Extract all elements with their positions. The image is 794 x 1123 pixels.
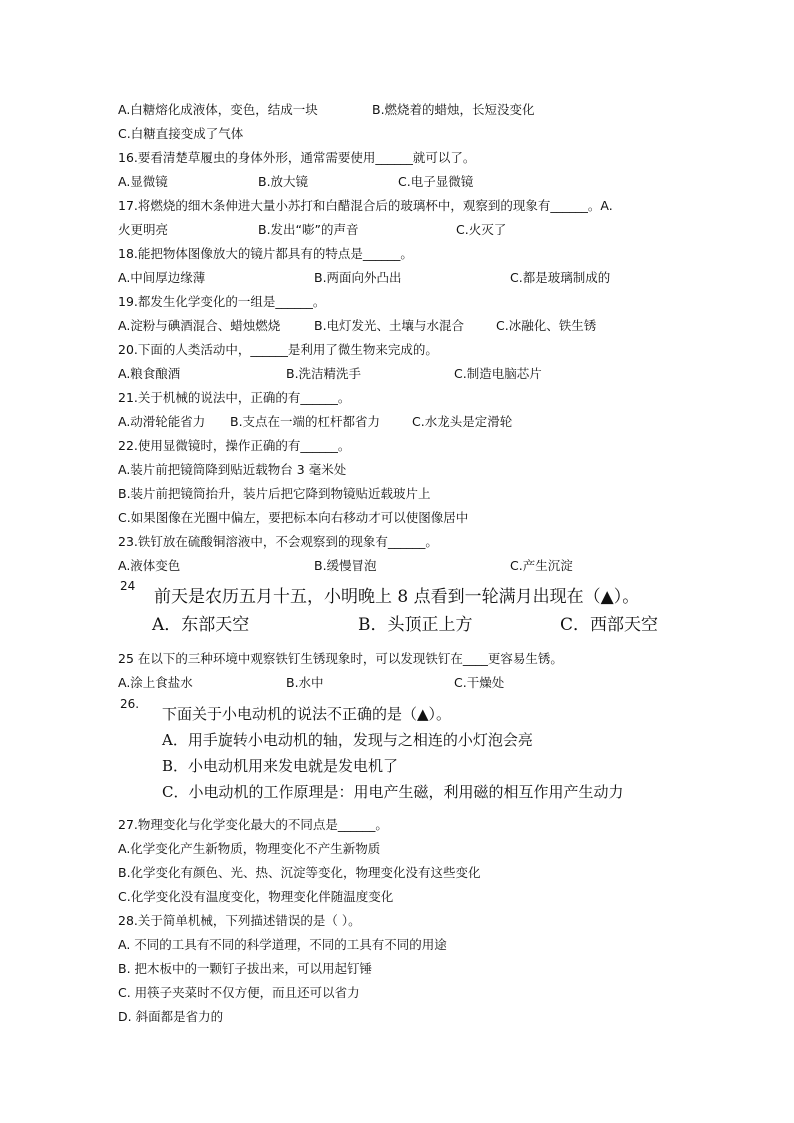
q23-option-c: C.产生沉淀 (510, 558, 573, 573)
q24-option-b: B．头顶正上方 (358, 615, 473, 635)
q24-stem: 前天是农历五月十五，小明晚上 8 点看到一轮满月出现在（▲）。 (154, 587, 640, 607)
q22-option-c: C.如果图像在光圈中偏左，要把标本向右移动才可以使图像居中 (118, 510, 469, 525)
q17-stem: 17.将燃烧的细木条伸进大量小苏打和白醋混合后的玻璃杯中，观察到的现象有______。A. (118, 198, 613, 213)
q23-stem: 23.铁钉放在硫酸铜溶液中，不会观察到的现象有______。 (118, 534, 438, 549)
q15-options-row-1 (118, 102, 535, 118)
q16-option-c: C.电子显微镜 (398, 174, 474, 189)
q28-option-d: D. 斜面都是省力的 (118, 1009, 224, 1024)
q19-option-b: B.电灯发光、土壤与水混合 (314, 318, 465, 333)
q25-option-c: C.干燥处 (454, 675, 505, 690)
q16-option-b: B.放大镜 (258, 174, 309, 189)
q20-option-a: A.粮食酿酒 (118, 366, 181, 381)
q16-options (118, 174, 474, 190)
q22-option-a: A.装片前把镜筒降到贴近载物台 3 毫米处 (118, 462, 347, 477)
q26-option-b: B．小电动机用来发电就是发电机了 (162, 757, 399, 775)
q26-option-c: C．小电动机的工作原理是：用电产生磁，利用磁的相互作用产生动力 (162, 783, 624, 801)
q21-stem: 21.关于机械的说法中，正确的有______。 (118, 390, 351, 405)
q25-option-b: B.水中 (286, 675, 324, 690)
q15-option-b: B.燃烧着的蜡烛，长短没变化 (372, 102, 535, 117)
q27-option-a: A.化学变化产生新物质，物理变化不产生新物质 (118, 841, 381, 856)
q20-stem: 20.下面的人类活动中，______是利用了微生物来完成的。 (118, 342, 438, 357)
q22-stem: 22.使用显微镜时，操作正确的有______。 (118, 438, 351, 453)
q27-option-c: C.化学变化没有温度变化，物理变化伴随温度变化 (118, 889, 394, 904)
q18-options (118, 270, 611, 286)
q23-options (118, 558, 573, 574)
q25-stem: 25 在以下的三种环境中观察铁钉生锈现象时，可以发现铁钉在____更容易生锈。 (118, 651, 563, 666)
q20-option-b: B.洗洁精洗手 (286, 366, 362, 381)
q15-option-c: C.白糖直接变成了气体 (118, 126, 244, 141)
q17-option-a: 火更明亮 (118, 222, 169, 237)
q24-option-c: C．西部天空 (560, 615, 659, 635)
q21-options (118, 414, 513, 430)
q19-option-c: C.冰融化、铁生锈 (496, 318, 597, 333)
q27-stem: 27.物理变化与化学变化最大的不同点是______。 (118, 817, 388, 832)
q28-option-a: A. 不同的工具有不同的科学道理，不同的工具有不同的用途 (118, 937, 447, 952)
q17-option-c: C.火灭了 (456, 222, 507, 237)
q24-options (152, 614, 659, 636)
q17-option-b: B.发出“嘭”的声音 (258, 222, 359, 237)
q16-option-a: A.显微镜 (118, 174, 168, 189)
q18-option-c: C.都是玻璃制成的 (510, 270, 611, 285)
q26-option-a: A．用手旋转小电动机的轴，发现与之相连的小灯泡会亮 (162, 731, 533, 749)
q26-stem: 下面关于小电动机的说法不正确的是（▲）。 (162, 705, 452, 723)
q21-option-b: B.支点在一端的杠杆都省力 (230, 414, 381, 429)
q18-option-a: A.中间厚边缘薄 (118, 270, 206, 285)
q18-stem: 18.能把物体图像放大的镜片都具有的特点是______。 (118, 246, 413, 261)
q17-options (118, 222, 507, 238)
q18-option-b: B.两面向外凸出 (314, 270, 402, 285)
q21-option-a: A.动滑轮能省力 (118, 414, 206, 429)
q26-number: 26. (120, 697, 140, 711)
q22-option-b: B.装片前把镜筒抬升，装片后把它降到物镜贴近载玻片上 (118, 486, 431, 501)
q24-option-a: A．东部天空 (152, 615, 250, 635)
q27-option-b: B.化学变化有颜色、光、热、沉淀等变化，物理变化没有这些变化 (118, 865, 481, 880)
q21-option-c: C.水龙头是定滑轮 (412, 414, 513, 429)
q19-options (118, 318, 597, 334)
q19-stem: 19.都发生化学变化的一组是______。 (118, 294, 326, 309)
q28-option-c: C. 用筷子夹菜时不仅方便，而且还可以省力 (118, 985, 360, 1000)
q19-option-a: A.淀粉与碘酒混合、蜡烛燃烧 (118, 318, 281, 333)
q24-number: 24 (120, 579, 136, 593)
q28-option-b: B. 把木板中的一颗钉子拔出来，可以用起钉锤 (118, 961, 373, 976)
q20-option-c: C.制造电脑芯片 (454, 366, 542, 381)
q15-option-a: A.白糖熔化成液体，变色，结成一块 (118, 102, 318, 117)
q23-option-a: A.液体变色 (118, 558, 181, 573)
q25-options (118, 675, 505, 691)
q23-option-b: B.缓慢冒泡 (314, 558, 377, 573)
q16-stem: 16.要看清楚草履虫的身体外形，通常需要使用______就可以了。 (118, 150, 476, 165)
q28-stem: 28.关于简单机械，下列描述错误的是（ ）。 (118, 913, 361, 928)
q20-options (118, 366, 542, 382)
q25-option-a: A.涂上食盐水 (118, 675, 193, 690)
